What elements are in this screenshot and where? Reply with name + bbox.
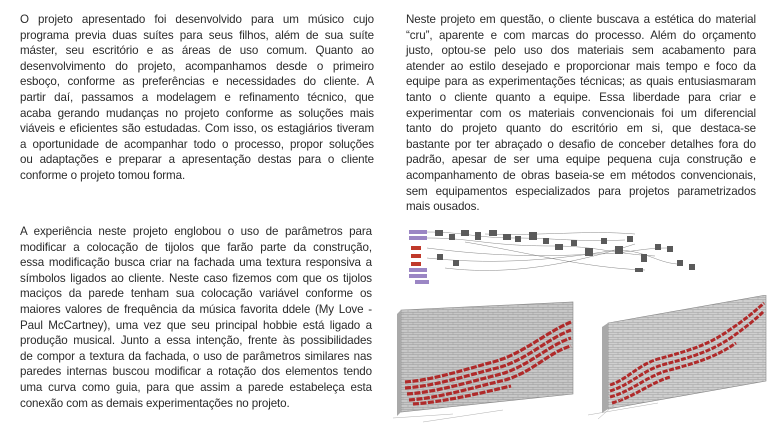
text-line: conforme o projeto tomou forma.: [20, 168, 186, 182]
text-line: sem equipamentos especializados para projetos parametrizados: [406, 184, 756, 198]
text-line: paredes internas buscou modificar a rotação dos elementos tendo: [20, 365, 372, 379]
text-line: Neste projeto em questão, o cliente buscava a estética do material: [406, 13, 756, 26]
red-parameter-nodes: [411, 246, 421, 266]
text-line: programa previa duas suítes para seus filhos, além de sua suíte: [20, 28, 374, 42]
parametric-node-graph: [405, 224, 705, 294]
text-line: A experiência neste projeto englobou o uso de parâmetros para: [20, 225, 372, 238]
text-line: “cru”, aparente e com marcas do processo. Além do orçamento: [406, 28, 756, 42]
materials-paragraph: [406, 12, 756, 215]
text-line: acaba gerando mudanças no projeto conforme as soluções mais: [20, 106, 374, 120]
parametric-paragraph: [20, 224, 372, 411]
text-line: equipe para as experimentações técnicas; as quais entusiasmaram: [406, 75, 756, 89]
text-line: tanto do projeto quanto do escritório em si, que destaca-se: [406, 122, 756, 136]
component-nodes: [435, 230, 695, 272]
facade-brick-wall-render: [393, 300, 575, 425]
text-line: maciços da parede tenham sua colocação variável conforme os: [20, 287, 372, 301]
text-line: partir daí, passamos a modelagem e refinamento técnico, que: [20, 90, 374, 104]
text-line: padrão, apesar de ser uma equipe pequena cuja construção e: [406, 153, 756, 167]
intro-paragraph: [20, 12, 374, 184]
text-line: tanto o cliente quanto a equipe. Essa liberdade para criar e: [406, 90, 756, 104]
interior-brick-wall-render: [588, 295, 768, 420]
wall-side: [602, 323, 608, 413]
wall-surface: [608, 295, 766, 409]
text-line: modificar a colocação de tijolos que farão parte da construção,: [20, 240, 372, 254]
text-line: essa modificação busca criar na fachada uma textura responsiva a: [20, 256, 372, 270]
text-line: acompanhamento de obras baseia-se em métodos convencionais,: [406, 168, 756, 182]
text-line: ou adaptações e preparar a apresentação destas para o cliente: [20, 153, 374, 167]
text-line: maiores valores de frequência da música favorita ddele (My Love -: [20, 302, 372, 316]
text-line: produção musical. Junto a essa intenção, frente às possibilidades: [20, 334, 372, 348]
graph-wires: [427, 232, 677, 270]
text-line: esboço, conforme as preferências e necessidades do cliente. A: [20, 75, 374, 89]
text-line: a oportunidade de acompanhar todo o processo, propor soluções: [20, 137, 374, 151]
text-line: bastante por ter abraçado o desafio de conceber detalhes fora do: [406, 137, 756, 151]
wall-side: [397, 310, 401, 416]
text-line: de compor a textura da fachada, o uso de parâmetros similares nas: [20, 349, 372, 363]
text-line: viáveis e eficientes são estudadas. Com isso, os estagiários tiveram: [20, 122, 374, 136]
text-line: máster, seu escritório e as áreas de uso comum. Quanto ao: [20, 44, 374, 58]
text-line: experimentar com os materiais convencionais foi um diferencial: [406, 106, 756, 120]
text-line: justo, optou-se pelo uso dos materiais sem acabamento para: [406, 44, 756, 58]
ground-lines: [393, 410, 503, 422]
text-line: símbolos ligados ao cliente. Neste caso fizemos com que os tijolos: [20, 271, 372, 285]
text-line: conexão com as demais experimentações no projeto.: [20, 396, 290, 410]
text-line: desenvolvimento do projeto, acompanhamos desde o primeiro: [20, 59, 374, 73]
text-line: O projeto apresentado foi desenvolvido para um músico cujo: [20, 13, 374, 26]
text-line: mais ousados.: [406, 200, 480, 214]
text-line: atender ao estilo desejado e proporcionar mais tempo e foco da: [406, 59, 756, 73]
text-line: uma curva como guia, para que assim a parede estabeleça esta: [20, 380, 372, 394]
text-line: Paul McCartney), uma vez que seu principal hobbie está ligado a: [20, 318, 372, 332]
